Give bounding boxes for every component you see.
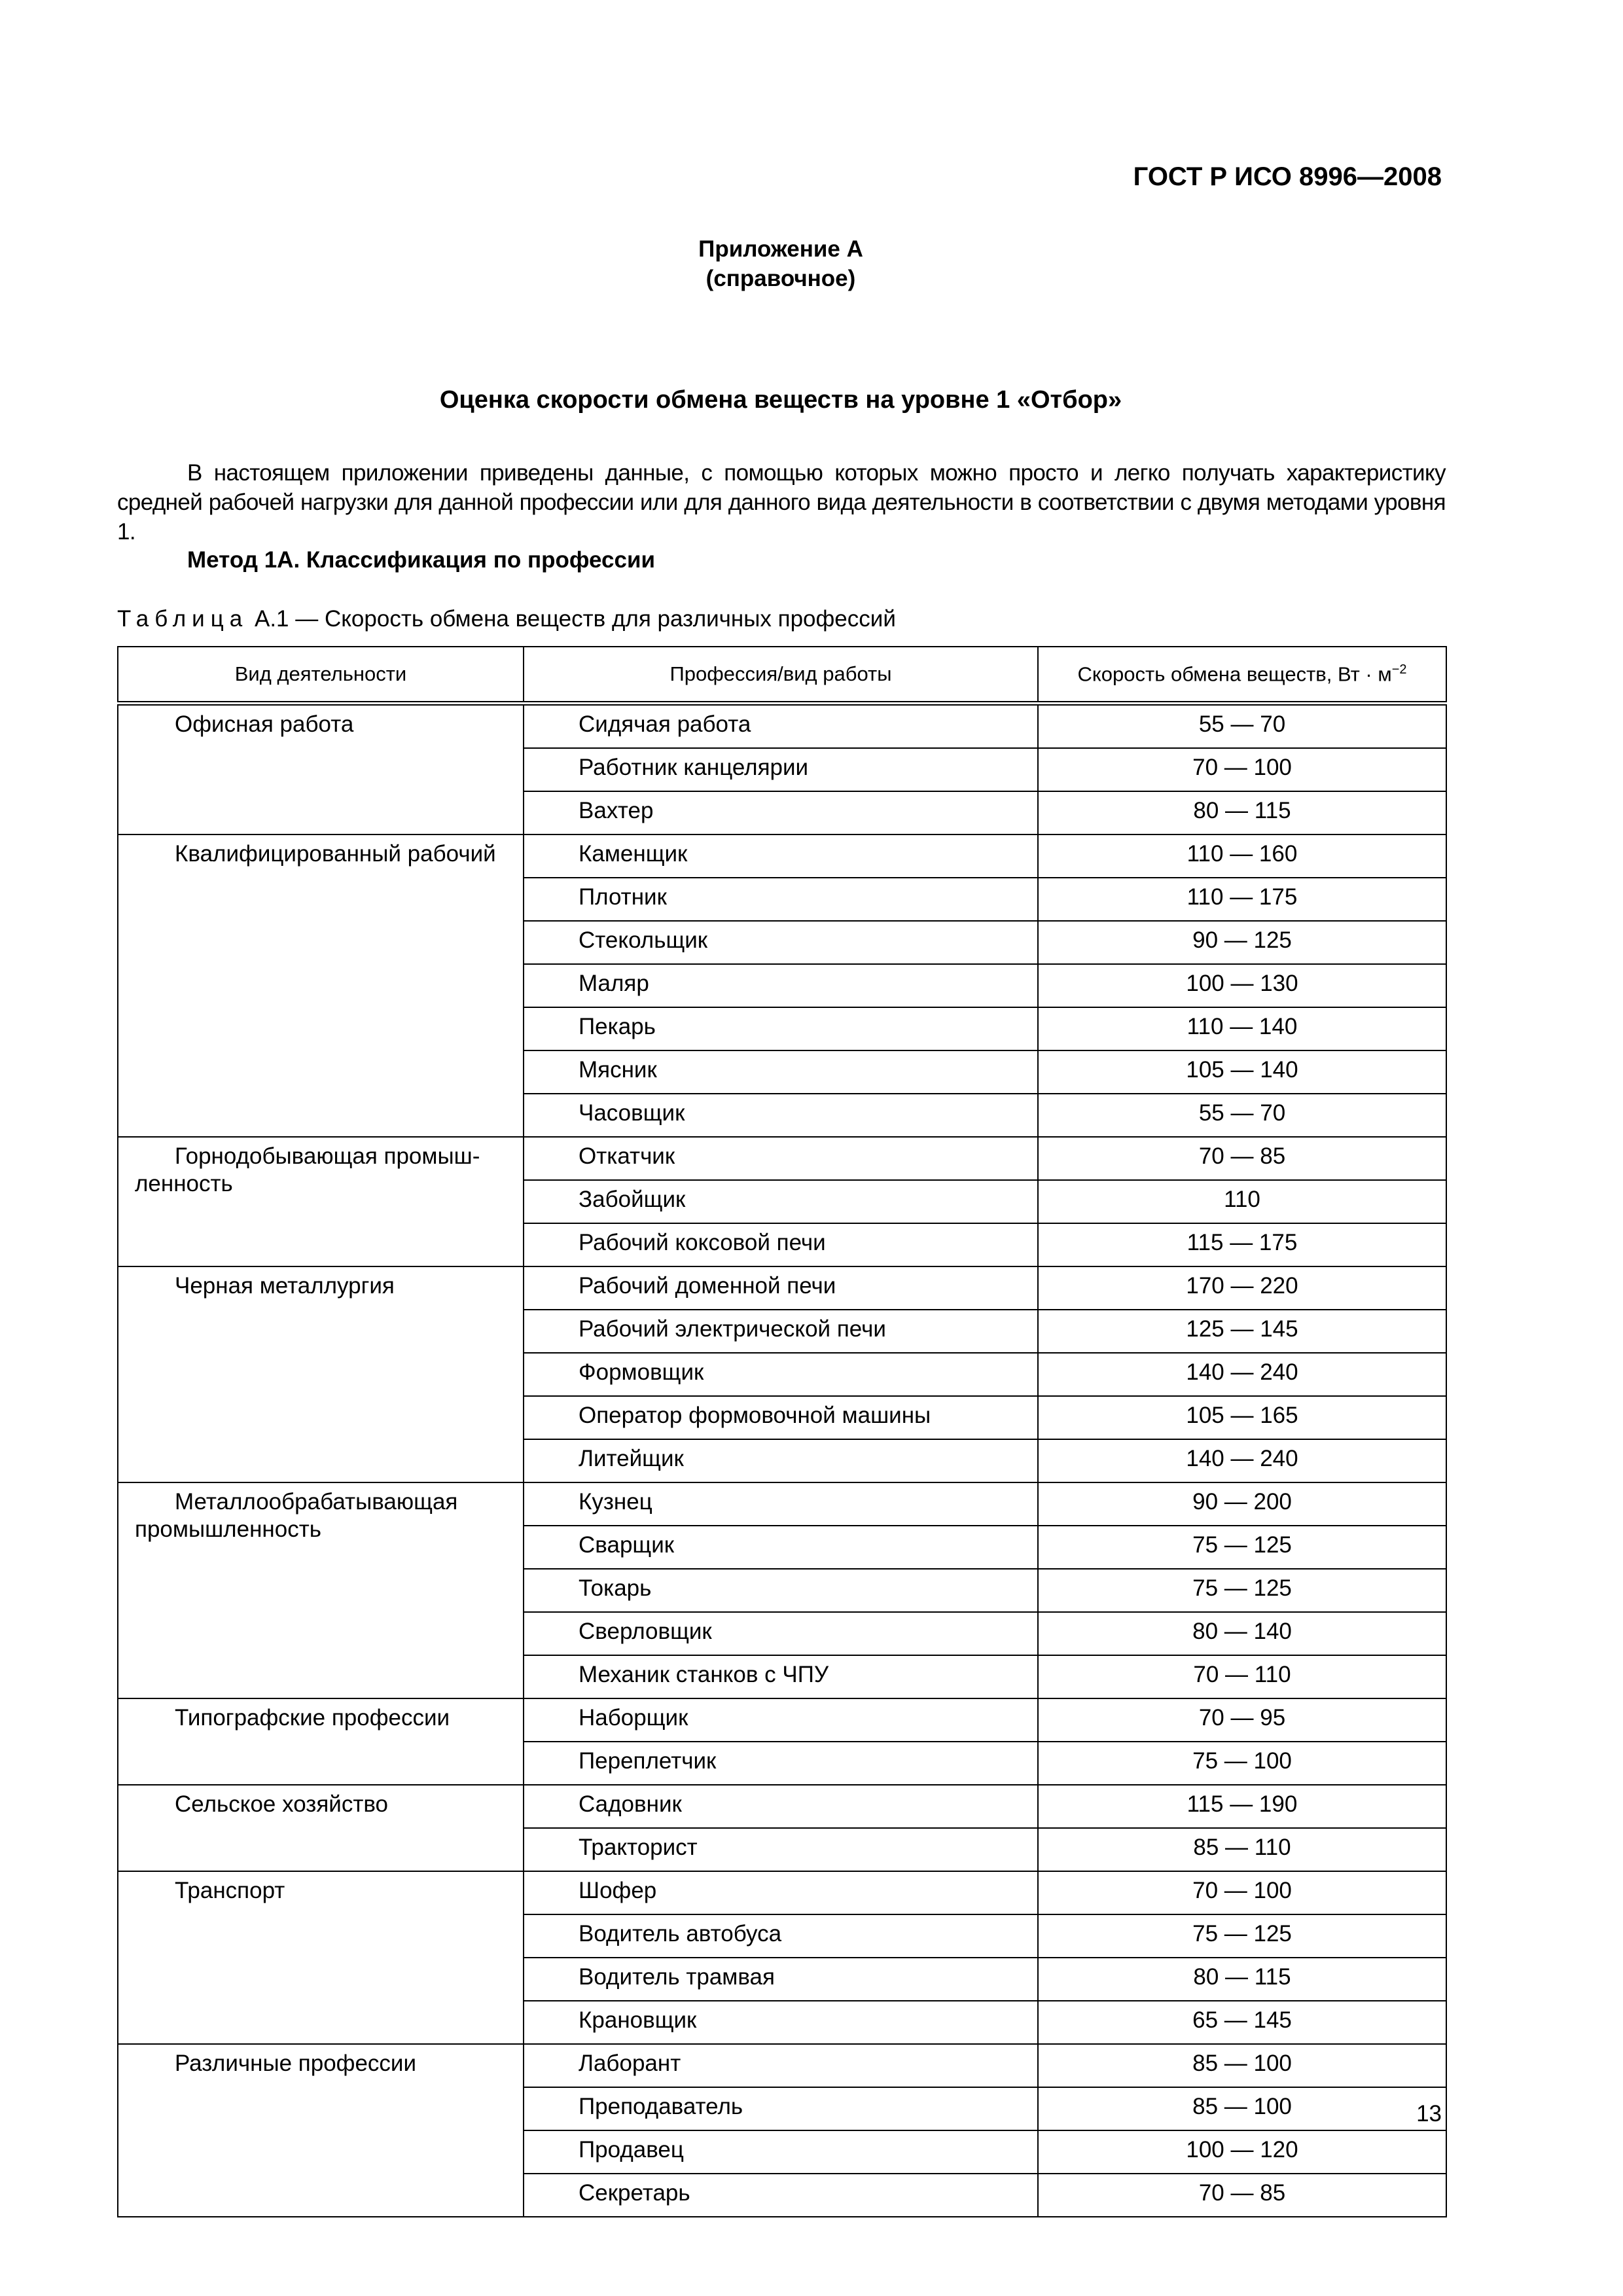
rate-cell: 90 — 200 <box>1038 1482 1446 1526</box>
rate-cell: 125 — 145 <box>1038 1310 1446 1353</box>
profession-cell: Токарь <box>524 1569 1038 1612</box>
header-rate-exponent: −2 <box>1391 662 1407 677</box>
rate-cell: 115 — 175 <box>1038 1223 1446 1266</box>
table-row <box>118 1137 1446 1180</box>
rate-cell: 110 — 160 <box>1038 834 1446 878</box>
rate-cell: 85 — 100 <box>1038 2044 1446 2087</box>
rate-cell: 80 — 115 <box>1038 1958 1446 2001</box>
rate-cell: 70 — 100 <box>1038 1871 1446 1914</box>
annex-title: Приложение А <box>698 236 863 262</box>
activity-cell: Черная металлургия <box>118 1266 524 1482</box>
profession-cell: Часовщик <box>524 1094 1038 1137</box>
rate-cell: 105 — 165 <box>1038 1396 1446 1439</box>
profession-cell: Откатчик <box>524 1137 1038 1180</box>
profession-cell: Кузнец <box>524 1482 1038 1526</box>
profession-cell: Сверловщик <box>524 1612 1038 1655</box>
table-caption-prefix: Таблица <box>117 606 249 632</box>
table-row <box>118 834 1446 878</box>
rate-cell: 70 — 85 <box>1038 1137 1446 1180</box>
rate-cell: 85 — 100 <box>1038 2087 1446 2130</box>
profession-cell: Преподаватель <box>524 2087 1038 2130</box>
table-row <box>118 1482 1446 1526</box>
table-row <box>118 1266 1446 1310</box>
profession-cell: Шофер <box>524 1871 1038 1914</box>
table-row <box>118 1785 1446 1828</box>
header-profession: Профессия/вид работы <box>524 647 1038 704</box>
intro-paragraph: В настоящем приложении приведены данные, с помощью которых можно просто и легко получать характеристику средней рабочей нагрузки для данной профессии или для данного вида деятельности в соответствии с двумя методами уровня 1. <box>117 460 1446 545</box>
profession-cell: Сварщик <box>524 1526 1038 1569</box>
rate-cell: 75 — 125 <box>1038 1569 1446 1612</box>
profession-cell: Переплетчик <box>524 1742 1038 1785</box>
profession-cell: Водитель автобуса <box>524 1914 1038 1958</box>
rate-cell: 65 — 145 <box>1038 2001 1446 2044</box>
metabolic-rate-table <box>117 646 1447 2217</box>
rate-cell: 70 — 110 <box>1038 1655 1446 1698</box>
rate-cell: 110 <box>1038 1180 1446 1223</box>
profession-cell: Рабочий доменной печи <box>524 1266 1038 1310</box>
activity-cell: Типографские профессии <box>118 1698 524 1785</box>
profession-cell: Оператор формовочной машины <box>524 1396 1038 1439</box>
rate-cell: 75 — 100 <box>1038 1742 1446 1785</box>
table-body <box>118 704 1446 2217</box>
activity-cell: Металлообрабатывающая промышленность <box>118 1482 524 1698</box>
profession-cell: Литейщик <box>524 1439 1038 1482</box>
table-row <box>118 2044 1446 2087</box>
rate-cell: 115 — 190 <box>1038 1785 1446 1828</box>
table-caption-text: А.1 — Скорость обмена веществ для различных профессий <box>254 606 896 632</box>
rate-cell: 80 — 140 <box>1038 1612 1446 1655</box>
rate-cell: 75 — 125 <box>1038 1526 1446 1569</box>
activity-cell: Сельское хозяйство <box>118 1785 524 1871</box>
table-row <box>118 1871 1446 1914</box>
rate-cell: 75 — 125 <box>1038 1914 1446 1958</box>
profession-cell: Вахтер <box>524 791 1038 834</box>
profession-cell: Мясник <box>524 1050 1038 1094</box>
rate-cell: 110 — 175 <box>1038 878 1446 921</box>
rate-cell: 55 — 70 <box>1038 704 1446 749</box>
table-header-row <box>118 647 1446 704</box>
profession-cell: Тракторист <box>524 1828 1038 1871</box>
activity-cell: Различные профессии <box>118 2044 524 2217</box>
profession-cell: Стекольщик <box>524 921 1038 964</box>
header-rate <box>1038 647 1446 704</box>
rate-cell: 100 — 120 <box>1038 2130 1446 2174</box>
profession-cell: Плотник <box>524 878 1038 921</box>
profession-cell: Маляр <box>524 964 1038 1007</box>
rate-cell: 70 — 95 <box>1038 1698 1446 1742</box>
rate-cell: 110 — 140 <box>1038 1007 1446 1050</box>
table-caption <box>117 606 896 632</box>
annex-kind: (справочное) <box>705 266 856 291</box>
activity-cell: Транспорт <box>118 1871 524 2044</box>
profession-cell: Забойщик <box>524 1180 1038 1223</box>
profession-cell: Водитель трамвая <box>524 1958 1038 2001</box>
table-row <box>118 704 1446 749</box>
rate-cell: 170 — 220 <box>1038 1266 1446 1310</box>
profession-cell: Рабочий коксовой печи <box>524 1223 1038 1266</box>
profession-cell: Работник канцелярии <box>524 748 1038 791</box>
header-rate-text: Скорость обмена веществ, Вт · м <box>1077 662 1392 686</box>
profession-cell: Наборщик <box>524 1698 1038 1742</box>
rate-cell: 55 — 70 <box>1038 1094 1446 1137</box>
profession-cell: Лаборант <box>524 2044 1038 2087</box>
rate-cell: 85 — 110 <box>1038 1828 1446 1871</box>
page-number: 13 <box>1416 2101 1442 2126</box>
profession-cell: Продавец <box>524 2130 1038 2174</box>
rate-cell: 70 — 85 <box>1038 2174 1446 2217</box>
rate-cell: 80 — 115 <box>1038 791 1446 834</box>
profession-cell: Садовник <box>524 1785 1038 1828</box>
profession-cell: Сидячая работа <box>524 704 1038 749</box>
profession-cell: Секретарь <box>524 2174 1038 2217</box>
profession-cell: Пекарь <box>524 1007 1038 1050</box>
method-heading: Метод 1А. Классификация по профессии <box>187 547 655 573</box>
activity-cell: Горнодобывающая промыш-ленность <box>118 1137 524 1266</box>
annex-heading <box>0 234 1561 293</box>
rate-cell: 100 — 130 <box>1038 964 1446 1007</box>
activity-cell: Офисная работа <box>118 704 524 835</box>
profession-cell: Рабочий электрической печи <box>524 1310 1038 1353</box>
profession-cell: Каменщик <box>524 834 1038 878</box>
rate-cell: 105 — 140 <box>1038 1050 1446 1094</box>
header-activity: Вид деятельности <box>118 647 524 704</box>
rate-cell: 90 — 125 <box>1038 921 1446 964</box>
profession-cell: Крановщик <box>524 2001 1038 2044</box>
rate-cell: 70 — 100 <box>1038 748 1446 791</box>
document-code: ГОСТ Р ИСО 8996—2008 <box>1133 162 1442 191</box>
profession-cell: Формовщик <box>524 1353 1038 1396</box>
section-title: Оценка скорости обмена веществ на уровне 1 «Отбор» <box>439 386 1122 414</box>
table-row <box>118 1698 1446 1742</box>
activity-cell: Квалифицированный рабочий <box>118 834 524 1137</box>
rate-cell: 140 — 240 <box>1038 1439 1446 1482</box>
rate-cell: 140 — 240 <box>1038 1353 1446 1396</box>
profession-cell: Механик станков с ЧПУ <box>524 1655 1038 1698</box>
